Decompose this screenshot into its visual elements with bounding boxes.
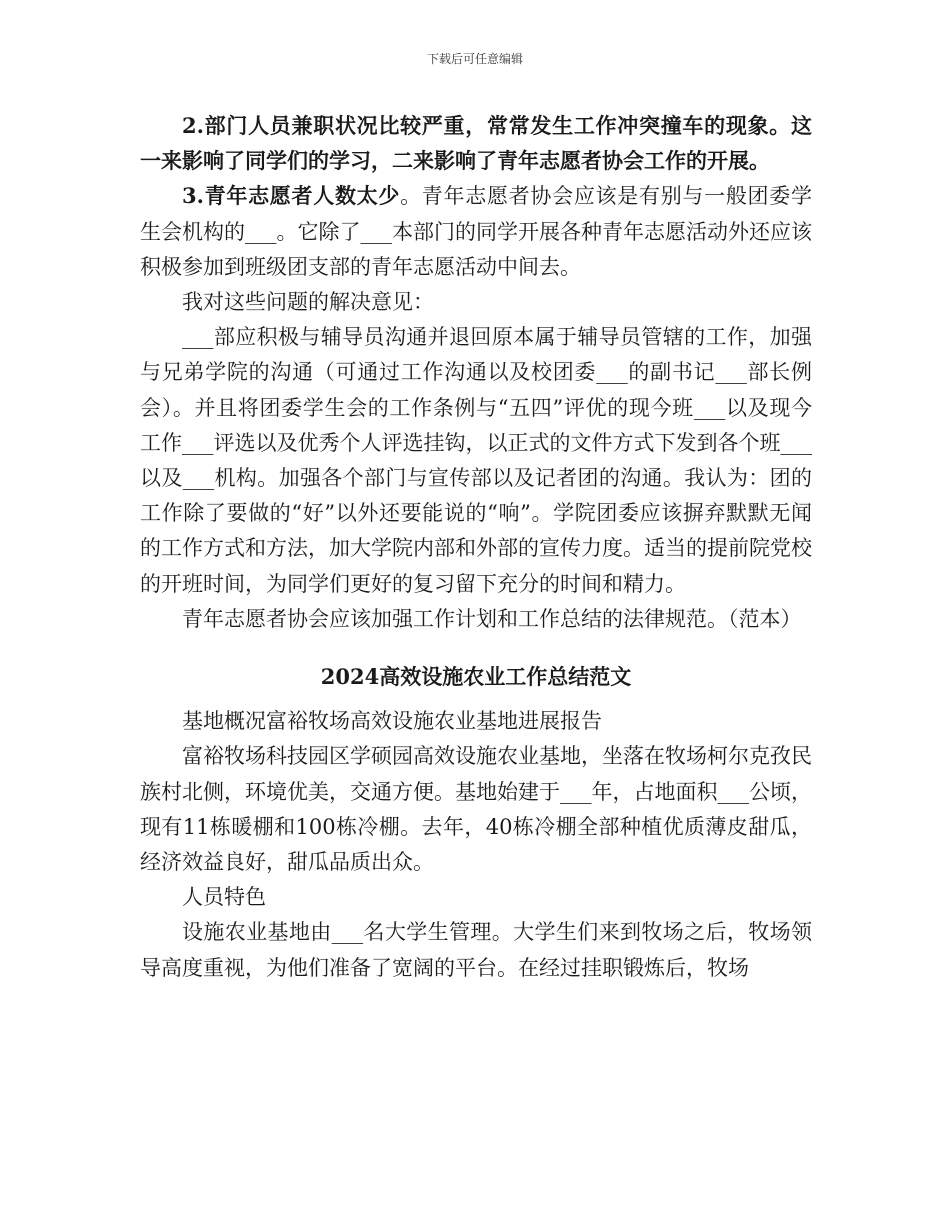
- solutions-body: ___部应积极与辅导员沟通并退回原本属于辅导员管辖的工作，加强与兄弟学院的沟通（可通过工作沟通以及校团委___的副书记___部长例会）。并且将团委学生会的工作条例与“五四”评优的现今班___以及现今工作___评选以及优秀个人评选挂钩，以正式的文件方式下发到各个班___以及___机构。加强各个部门与宣传部以及记者团的沟通。我认为：团的工作除了要做的“好”以外还要能说的“响”。学院团委应该摒弃默默无闻的工作方式和方法，加大学院内部和外部的宣传力度。适当的提前院党校的开班时间，为同学们更好的复习留下充分的时间和精力。: [140, 325, 812, 596]
- base-overview-paragraph: 富裕牧场科技园区学硕园高效设施农业基地，坐落在牧场柯尔克孜民族村北侧，环境优美，交通方便。基地始建于___年，占地面积___公顷，现有11栋暖棚和100栋冷棚。去年，40栋冷棚全部种植优质薄皮甜瓜，经济效益良好，甜瓜品质出众。: [140, 744, 812, 875]
- base-overview-heading: 基地概况富裕牧场高效设施农业基地进展报告: [182, 709, 602, 734]
- solutions-intro: 我对这些问题的解决意见：: [182, 290, 434, 315]
- issue-item-3-body: 。青年志愿者协会应该是有别与一般团委学生会机构的___。它除了___本部门的同学开展各种青年志愿活动外还应该积极参加到班级团支部的青年志愿活动中间去。: [140, 184, 812, 279]
- personnel-heading: 人员特色: [182, 885, 266, 910]
- issue-item-3-heading: 3.青年志愿者人数太少: [182, 183, 401, 209]
- page-header: 下载后可任意编辑: [426, 52, 523, 66]
- document-body: [140, 108, 812, 986]
- issue-item-3: [140, 178, 812, 285]
- personnel-paragraph: 设施农业基地由___名大学生管理。大学生们来到牧场之后，牧场领导高度重视，为他们准备了宽阔的平台。在经过挂职锻炼后，牧场: [140, 920, 812, 980]
- closing-paragraph: 青年志愿者协会应该加强工作计划和工作总结的法律规范。（范本）: [182, 606, 802, 631]
- section-title: 2024高效设施农业工作总结范文: [320, 664, 632, 690]
- issue-item-2: 2.部门人员兼职状况比较严重，常常发生工作冲突撞车的现象。这一来影响了同学们的学习，二来影响了青年志愿者协会工作的开展。: [140, 113, 812, 174]
